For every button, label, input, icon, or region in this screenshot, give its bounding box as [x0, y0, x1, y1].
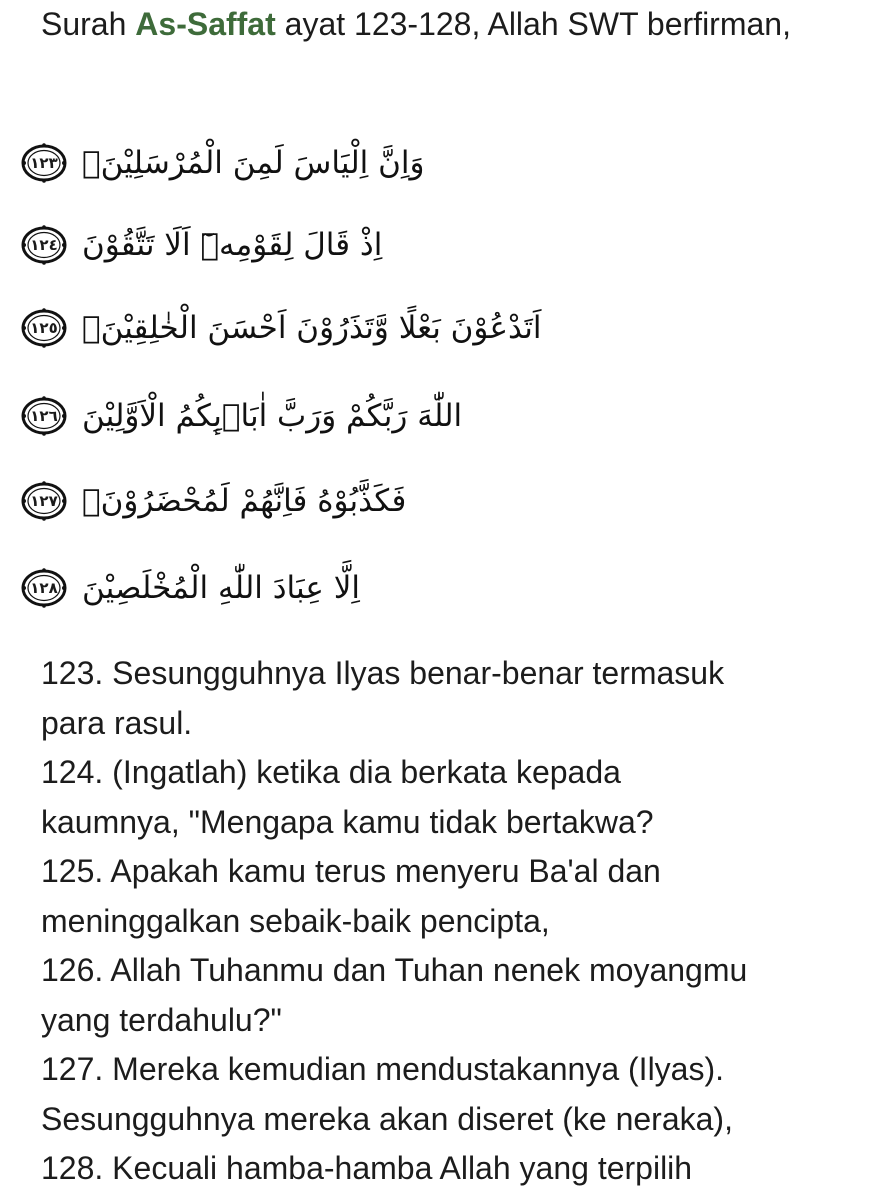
ayah-row — [20, 215, 382, 275]
ayah-text: وَاِنَّ اِلْيَاسَ لَمِنَ الْمُرْسَلِيْنَۗ — [82, 145, 425, 181]
translation-line: 127. Mereka kemudian mendustakannya (Ilyas). — [41, 1051, 725, 1087]
ayah-end-marker-icon — [20, 479, 68, 523]
translation-line: 126. Allah Tuhanmu dan Tuhan nenek moyangmu — [41, 952, 748, 988]
translation-line: para rasul. — [41, 704, 193, 741]
ayah-text: فَكَذَّبُوْهُ فَاِنَّهُمْ لَمُحْضَرُوْنَۙ — [82, 483, 407, 519]
ayah-row — [20, 471, 406, 531]
translation-line: meninggalkan sebaik-baik pencipta, — [41, 902, 550, 939]
intro-prefix: Surah — [41, 6, 136, 42]
ayah-number: ١٢٥ — [30, 319, 58, 337]
ayah-text: اِلَّا عِبَادَ اللّٰهِ الْمُخْلَصِيْنَ — [82, 570, 360, 606]
ayah-end-marker-icon — [20, 306, 68, 350]
ayah-number: ١٢٦ — [30, 407, 58, 425]
ayah-end-marker-icon — [20, 566, 68, 610]
translation-line: kaumnya, "Mengapa kamu tidak bertakwa? — [41, 803, 654, 840]
translation-line: Sesungguhnya mereka akan diseret (ke neraka), — [41, 1100, 733, 1137]
ayah-text: اَتَدْعُوْنَ بَعْلًا وَّتَذَرُوْنَ اَحْسَنَ الْخٰلِقِيْنَۙ — [82, 310, 542, 346]
ayah-row — [20, 558, 360, 618]
translation-line: 124. (Ingatlah) ketika dia berkata kepada — [41, 754, 621, 790]
ayah-end-marker-icon — [20, 141, 68, 185]
translation-line: yang terdahulu?" — [41, 1001, 282, 1038]
ayah-row — [20, 133, 424, 193]
ayah-row — [20, 386, 462, 446]
intro-suffix: ayat 123-128, Allah SWT berfirman, — [275, 6, 791, 42]
translation-line: 123. Sesungguhnya Ilyas benar-benar termasuk — [41, 655, 725, 691]
ayah-end-marker-icon — [20, 394, 68, 438]
ayah-end-marker-icon — [20, 223, 68, 267]
ayah-text: اِذْ قَالَ لِقَوْمِهٖٓ اَلَا تَتَّقُوْنَ — [82, 227, 383, 263]
ayah-text: اللّٰهَ رَبَّكُمْ وَرَبَّ اٰبَاۤىِٕكُمُ الْاَوَّلِيْنَ — [82, 398, 463, 434]
surah-name-link[interactable]: As-Saffat — [135, 6, 276, 42]
translation-block — [41, 649, 841, 1194]
ayah-number: ١٢٨ — [30, 579, 58, 597]
translation-line: 128. Kecuali hamba-hamba Allah yang terpilih — [41, 1150, 693, 1186]
ayah-row — [20, 298, 541, 358]
ayah-number: ١٢٤ — [30, 236, 58, 254]
translation-line: 125. Apakah kamu terus menyeru Ba'al dan — [41, 853, 661, 889]
ayah-number: ١٢٣ — [30, 154, 58, 172]
ayah-number: ١٢٧ — [30, 492, 58, 510]
